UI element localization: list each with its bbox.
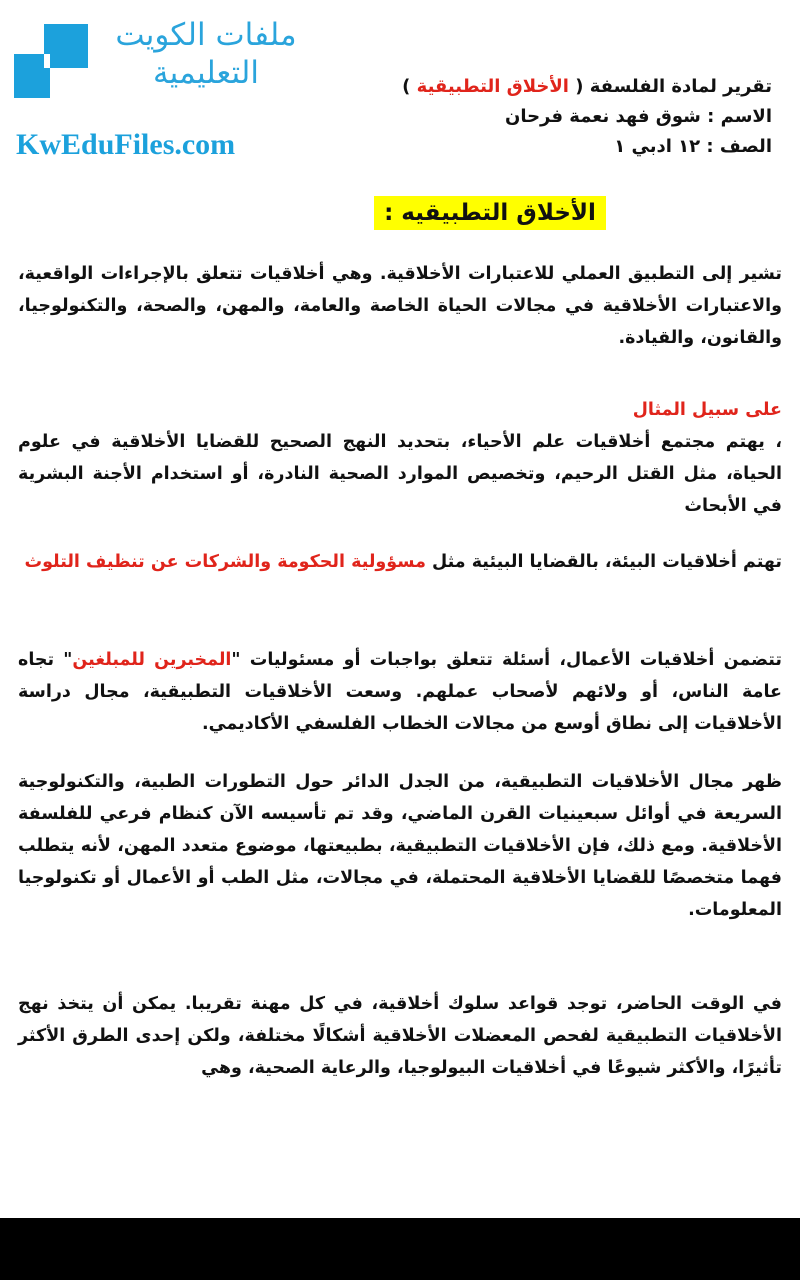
environment-text: تهتم أخلاقيات البيئة، بالقضايا البيئية مثل <box>432 552 782 572</box>
subject-highlight: الأخلاق التطبيقية <box>416 76 569 97</box>
paragraph-definition: تشير إلى التطبيق العملي للاعتبارات الأخلاقية. وهي أخلاقيات تتعلق بالإجراءات الواقعية، والاعتبارات الأخلاقية في مجالات الحياة الخاصة والعامة، والمهن، والصحة، والتكنولوجيا، والقانون، والقيادة. <box>18 264 782 348</box>
environment-highlight: مسؤولية الحكومة والشركات عن تنظيف التلوث <box>24 552 426 572</box>
logo-title-line1: ملفات الكويت <box>115 17 297 53</box>
subject-suffix: ) <box>402 76 411 97</box>
paragraph-history: ظهر مجال الأخلاقيات التطبيقية، من الجدل الدائر حول التطورات الطبية، والتكنولوجية السريعة في أوائل سبعينيات القرن الماضي، وقد تم تأسيسه الآن كنظام فرعي للفلسفة الأخلاقية. ومع ذلك، فإن الأخلاقيات التطبيقية، بطبيعتها، موضوع متعدد المهن، لأنه يتطلب فهما متخصصًا للقضايا الأخلاقية المحتملة، في مجالات، مثل الطب أو الأعمال أو تكنولوجيا المعلومات. <box>18 772 782 920</box>
logo-url[interactable]: KwEduFiles.com <box>16 128 236 161</box>
student-name: الاسم : شوق فهد نعمة فرحان <box>504 106 772 127</box>
business-highlight: المخبرين للمبلغين <box>72 650 232 670</box>
logo-blocks-icon <box>14 24 88 98</box>
subject-prefix: تقرير لمادة الفلسفة ( <box>575 76 772 97</box>
paragraph-present: في الوقت الحاضر، توجد قواعد سلوك أخلاقية، في كل مهنة تقريبا. يمكن أن يتخذ نهج الأخلاقيات التطبيقية لفحص المعضلات الأخلاقية أشكالًا مختلفة، ولكن إحدى الطرق الأكثر تأثيرًا، والأكثر شيوعًا في أخلاقيات البيولوجيا، والرعاية الصحية، وهي <box>18 994 782 1078</box>
footer-bar <box>0 1218 800 1280</box>
business-text-start: تتضمن أخلاقيات الأعمال، أسئلة تتعلق بواجبات أو مسئوليات " <box>231 650 783 670</box>
logo-title-line2: التعليمية <box>153 55 259 91</box>
paragraph-example <box>18 394 782 522</box>
page-heading: الأخلاق التطبيقيه : <box>374 196 606 230</box>
report-subject-line <box>352 72 772 102</box>
student-class: الصف : ١٢ ادبي ١ <box>614 136 772 157</box>
paragraph-environment <box>18 546 782 578</box>
example-title: على سبيل المثال <box>632 400 782 420</box>
report-header <box>352 72 772 162</box>
example-body: ، يهتم مجتمع أخلاقيات علم الأحياء، بتحديد النهج الصحيح للقضايا الأخلاقية في علوم الحياة، مثل القتل الرحيم، وتخصيص الموارد الصحية النادرة، أو استخدام الأجنة البشرية في الأبحاث <box>18 432 782 516</box>
logo-title <box>106 16 306 92</box>
business-text-end: " تجاه عامة الناس، أو ولائهم لأصحاب عملهم. وسعت الأخلاقيات التطبيقية، مجال دراسة الأخلاقيات إلى نطاق أوسع من مجالات الخطاب الفلسفي الأكاديمي. <box>18 650 782 734</box>
paragraph-business <box>18 644 782 740</box>
